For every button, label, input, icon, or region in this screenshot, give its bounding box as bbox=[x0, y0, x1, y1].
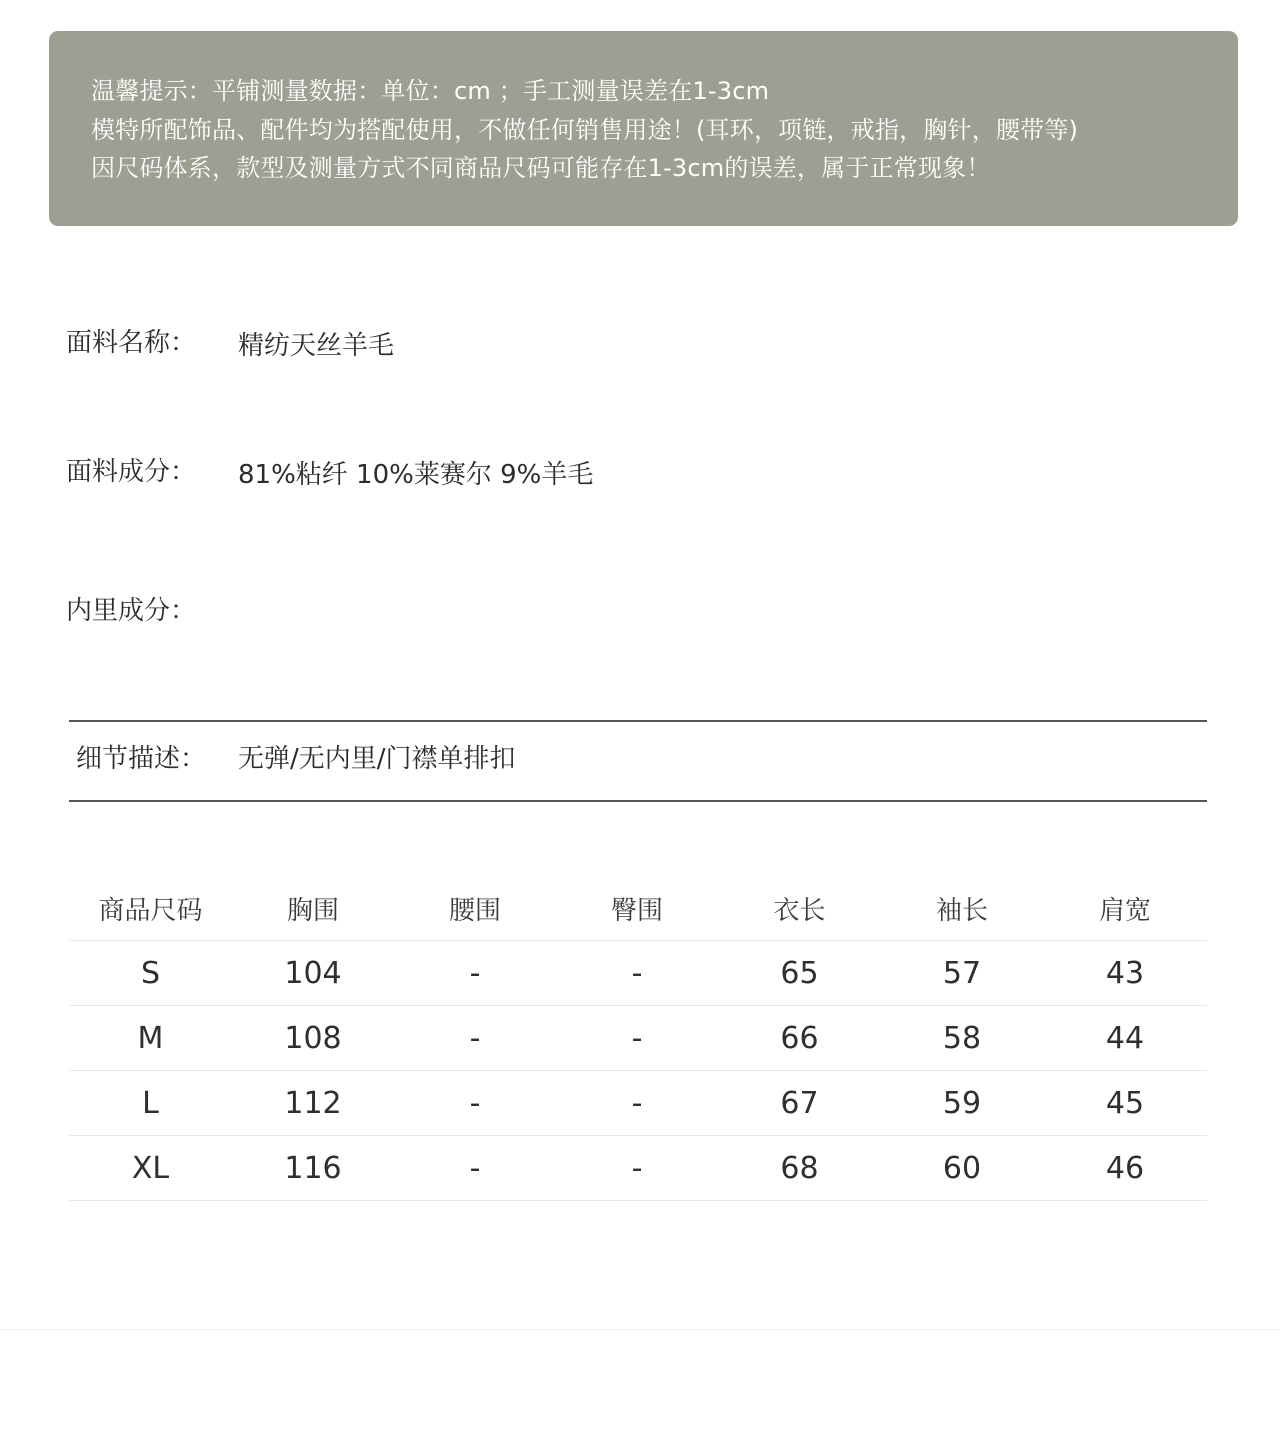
table-row bbox=[69, 1071, 1207, 1136]
cell-shoulder: 45 bbox=[1043, 1071, 1207, 1136]
cell-waist: - bbox=[394, 1071, 556, 1136]
cell-length: 67 bbox=[718, 1071, 881, 1136]
cell-shoulder: 46 bbox=[1043, 1136, 1207, 1201]
page-bottom-divider bbox=[0, 1329, 1280, 1330]
fabric-name-value: 精纺天丝羊毛 bbox=[238, 331, 395, 361]
fabric-name-row bbox=[66, 326, 394, 360]
cell-size: S bbox=[69, 941, 232, 1006]
cell-chest: 116 bbox=[232, 1136, 394, 1201]
cell-sleeve: 58 bbox=[881, 1006, 1043, 1071]
size-chart-table bbox=[69, 876, 1207, 1201]
notice-accessories-line: 模特所配饰品、配件均为搭配使用，不做任何销售用途！(耳环，项链，戒指，胸针，腰带等) bbox=[91, 116, 1079, 144]
header-sleeve: 袖长 bbox=[881, 876, 1043, 941]
cell-hip: - bbox=[556, 1006, 718, 1071]
header-length: 衣长 bbox=[718, 876, 881, 941]
table-row bbox=[69, 1006, 1207, 1071]
header-hip: 臀围 bbox=[556, 876, 718, 941]
detail-description-row bbox=[76, 742, 516, 776]
table-row bbox=[69, 941, 1207, 1006]
cell-size: L bbox=[69, 1071, 232, 1136]
notice-measurement-line: 温馨提示：平铺测量数据：单位：cm ；手工测量误差在1-3cm bbox=[91, 77, 770, 105]
cell-sleeve: 60 bbox=[881, 1136, 1043, 1201]
cell-length: 66 bbox=[718, 1006, 881, 1071]
cell-chest: 104 bbox=[232, 941, 394, 1006]
table-row bbox=[69, 1136, 1207, 1201]
header-waist: 腰围 bbox=[394, 876, 556, 941]
cell-hip: - bbox=[556, 1136, 718, 1201]
cell-waist: - bbox=[394, 1136, 556, 1201]
cell-sleeve: 57 bbox=[881, 941, 1043, 1006]
fabric-composition-row bbox=[66, 455, 593, 489]
lining-composition-label: 内里成分： bbox=[66, 596, 197, 626]
cell-shoulder: 43 bbox=[1043, 941, 1207, 1006]
cell-chest: 112 bbox=[232, 1071, 394, 1136]
detail-top-divider bbox=[69, 720, 1207, 722]
notice-size-variance-line: 因尺码体系，款型及测量方式不同商品尺码可能存在1-3cm的误差，属于正常现象！ bbox=[91, 154, 991, 182]
cell-hip: - bbox=[556, 1071, 718, 1136]
size-chart-header-row bbox=[69, 876, 1207, 941]
cell-length: 68 bbox=[718, 1136, 881, 1201]
cell-chest: 108 bbox=[232, 1006, 394, 1071]
detail-bottom-divider bbox=[69, 800, 1207, 802]
cell-size: M bbox=[69, 1006, 232, 1071]
cell-shoulder: 44 bbox=[1043, 1006, 1207, 1071]
notice-banner bbox=[49, 31, 1238, 226]
lining-composition-row bbox=[66, 594, 238, 628]
cell-sleeve: 59 bbox=[881, 1071, 1043, 1136]
detail-description-value: 无弹/无内里/门襟单排扣 bbox=[238, 744, 516, 774]
header-shoulder: 肩宽 bbox=[1043, 876, 1207, 941]
cell-length: 65 bbox=[718, 941, 881, 1006]
cell-waist: - bbox=[394, 941, 556, 1006]
cell-size: XL bbox=[69, 1136, 232, 1201]
fabric-composition-label: 面料成分： bbox=[66, 457, 197, 487]
header-size: 商品尺码 bbox=[69, 876, 232, 941]
detail-description-label: 细节描述： bbox=[76, 744, 207, 774]
cell-hip: - bbox=[556, 941, 718, 1006]
header-chest: 胸围 bbox=[232, 876, 394, 941]
fabric-name-label: 面料名称： bbox=[66, 328, 197, 358]
fabric-composition-value: 81%粘纤 10%莱赛尔 9%羊毛 bbox=[238, 460, 594, 490]
cell-waist: - bbox=[394, 1006, 556, 1071]
